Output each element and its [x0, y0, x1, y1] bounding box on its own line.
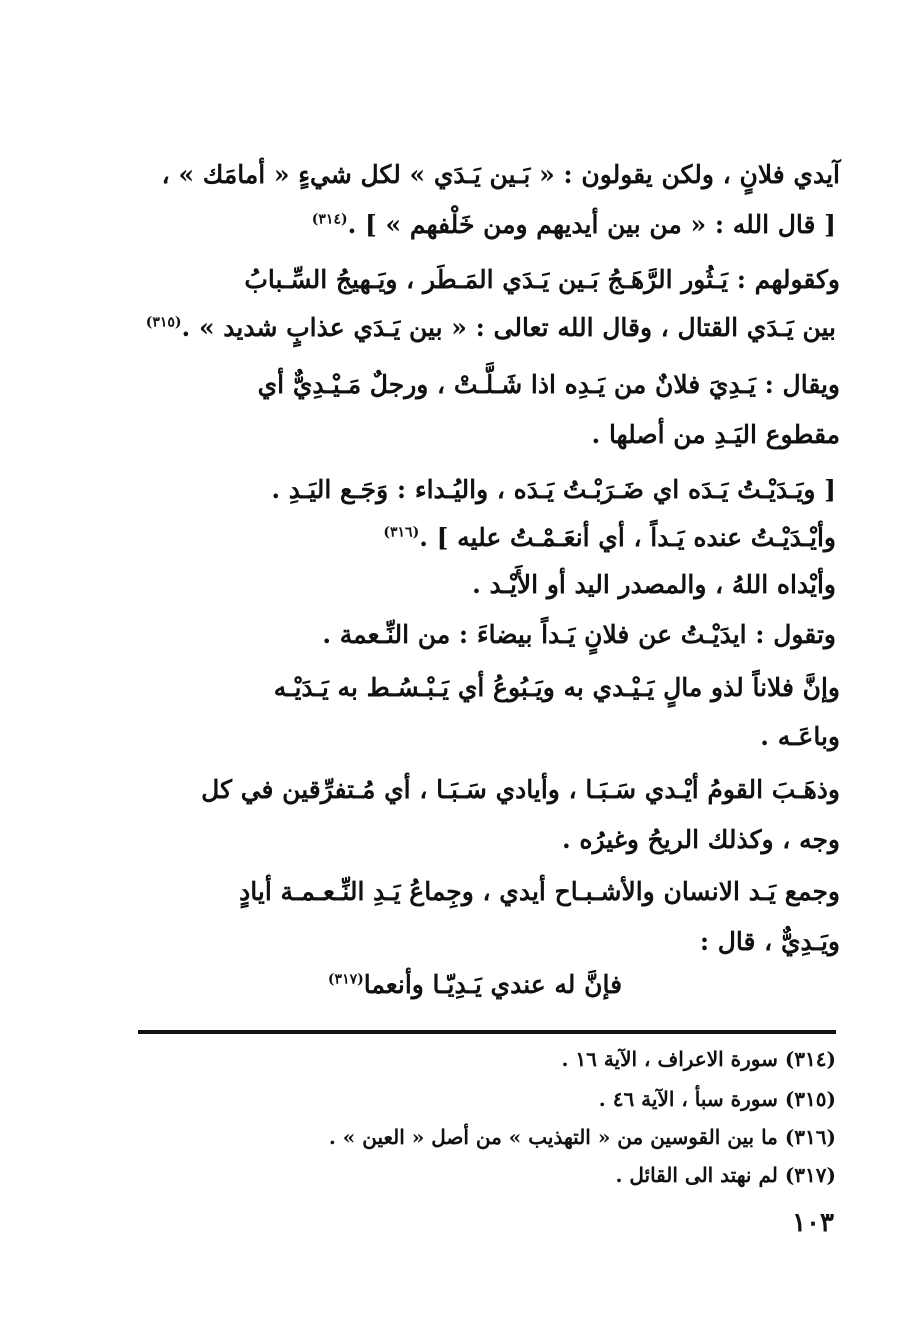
text-line: مقطوع اليَـدِ من أصلها . [591, 420, 840, 449]
footnote-marker: (٣١٦) [383, 524, 420, 541]
footnote: (٣١٥) سورة سبأ ، الآية ٤٦ . [598, 1087, 836, 1111]
page-number: ١٠٣ [792, 1208, 834, 1238]
text-line: ويقال : يَـدِيَ فلانٌ من يَـدِه اذا شَـلَّـتْ ، ورجلٌ مَـيْـدِيٌّ أي [257, 370, 840, 399]
text-line-content: [ قال الله : « من بين أيديهم ومن خَلْفهم » ] . [347, 210, 836, 239]
text-line: وإنَّ فلاناً لذو مالٍ يَـيْـدي به ويَـبُوعُ أي يَـبْـسُـط به يَـدَيْـه [273, 673, 840, 702]
poetry-verse [110, 970, 840, 1000]
text-line: وباعَـه . [760, 722, 840, 751]
text-line-content: بين يَـدَي القتال ، وقال الله تعالى : « بين يَـدَي عذابٍ شديد » . [181, 313, 836, 342]
text-line: وجمع يَـد الانسان والأشـبـاح أيدي ، وجِماعُ يَـدِ النِّـعـمـة أيادٍ [239, 877, 840, 906]
footnote: (٣١٦) ما بين القوسين من « التهذيب » من أصل « العين » . [328, 1125, 836, 1149]
text-line-content: وأيْـدَيْـتُ عنده يَـداً ، أي أنعَـمْـتُ عليه ] . [419, 523, 836, 552]
text-line: [ ويَـدَيْـتُ يَـدَه اي ضَـرَبْـتُ يَـدَه ، واليُـداء : وَجَـع اليَـدِ . [271, 475, 836, 504]
text-line: وجه ، وكذلك الريحُ وغيرُه . [561, 825, 840, 854]
verse-text: فإنَّ له عندي يَـدِيّـا وأنعما [363, 970, 623, 999]
text-line: آيدي فلانٍ ، ولكن يقولون : « بَـين يَـدَي » لكل شيءٍ « أمامَك » ، [161, 160, 840, 189]
footnote: (٣١٧) لم نهتد الى القائل . [615, 1163, 836, 1187]
text-line: ويَـدِيٌّ ، قال : [699, 927, 840, 956]
footnote-marker: (٣١٧) [327, 971, 364, 988]
text-line [312, 210, 836, 240]
text-line: وتقول : ايدَيْـتُ عن فلانٍ يَـداً بيضاءَ : من النِّـعمة . [322, 620, 836, 649]
footnote-marker: (٣١٤) [311, 211, 348, 228]
footnote: (٣١٤) سورة الاعراف ، الآية ١٦ . [561, 1047, 836, 1071]
text-line: وذهَـبَ القومُ أيْـدي سَـبَـا ، وأيادي سَـبَـا ، أي مُـتفرِّقين في كل [201, 775, 840, 804]
text-line: وأيْداه اللهُ ، والمصدر اليد أو الأَيْـد . [472, 570, 836, 599]
footnote-divider [138, 1030, 836, 1034]
text-line [383, 523, 836, 553]
text-line [146, 313, 836, 343]
text-line: وكقولهم : يَـثُور الرَّهَـجُ بَـين يَـدَي المَـطَر ، ويَـهيجُ السِّـبابُ [244, 265, 840, 294]
footnote-marker: (٣١٥) [145, 314, 182, 331]
